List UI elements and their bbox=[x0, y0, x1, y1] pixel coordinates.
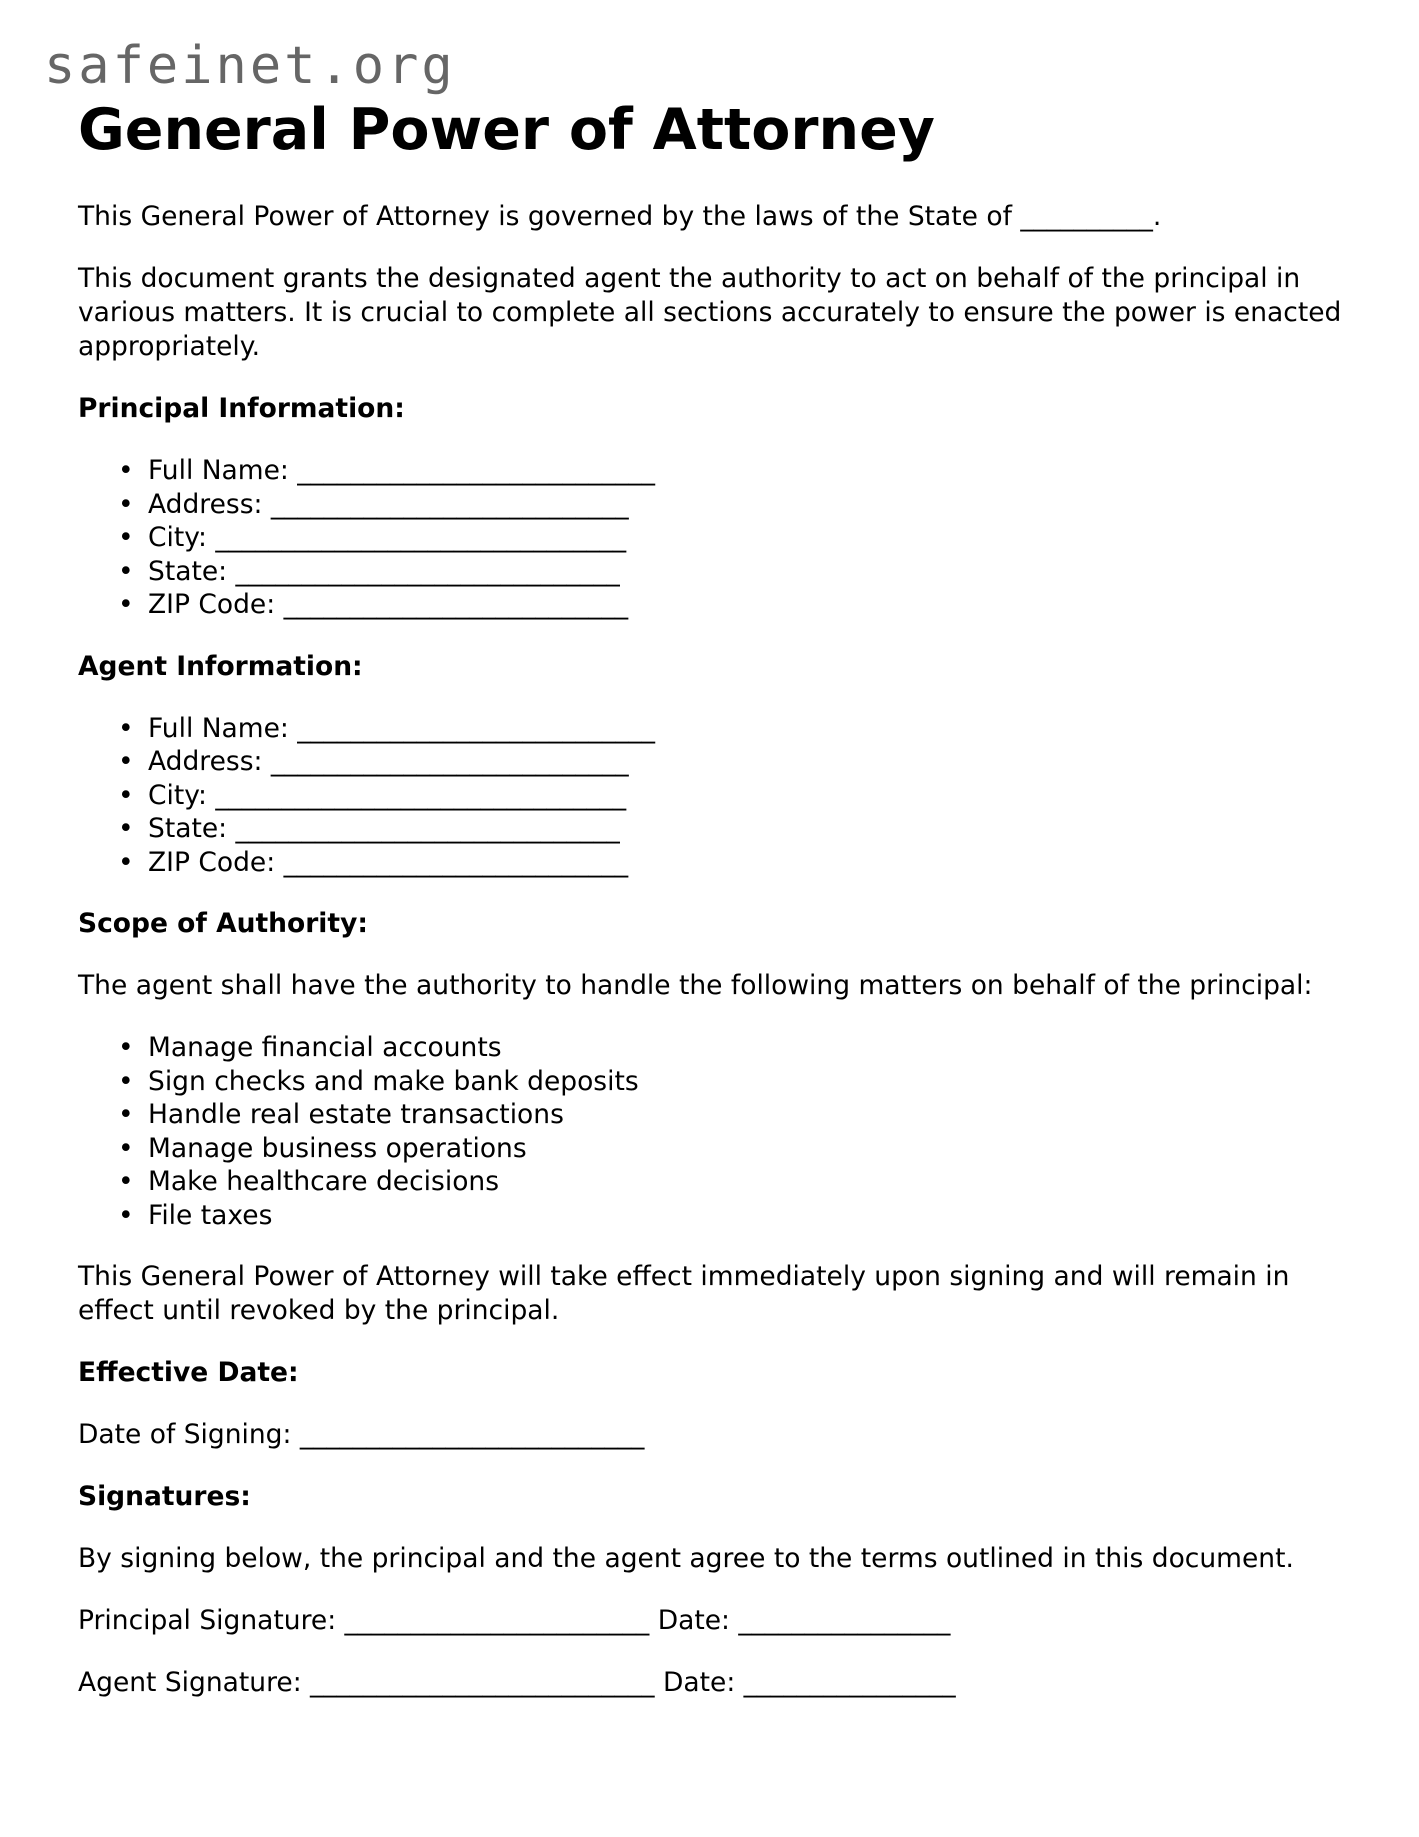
principal-address-field: • Address: ___________________________ bbox=[148, 488, 1348, 522]
scope-item: • Sign checks and make bank deposits bbox=[148, 1065, 1348, 1099]
scope-item: • Handle real estate transactions bbox=[148, 1098, 1348, 1132]
scope-item: • File taxes bbox=[148, 1199, 1348, 1233]
principal-city-field: • City: _______________________________ bbox=[148, 521, 1348, 555]
governing-law-paragraph: This General Power of Attorney is governed by the laws of the State of __________. bbox=[78, 201, 1162, 233]
agent-city-field: • City: _______________________________ bbox=[148, 779, 1348, 813]
effect-paragraph: This General Power of Attorney will take effect immediately upon signing and will remain in effect until revoked by the principal. bbox=[78, 1261, 1290, 1327]
scope-item: • Manage financial accounts bbox=[148, 1031, 1348, 1065]
scope-authority-list bbox=[78, 1031, 1348, 1232]
agent-state-field: • State: _____________________________ bbox=[148, 812, 1348, 846]
agent-information-heading: Agent Information: bbox=[78, 650, 363, 682]
scope-intro-paragraph: The agent shall have the authority to handle the following matters on behalf of the principal: bbox=[78, 970, 1313, 1002]
principal-state-field: • State: _____________________________ bbox=[148, 555, 1348, 589]
scope-item: • Make healthcare decisions bbox=[148, 1165, 1348, 1199]
intro-paragraph: This document grants the designated agent the authority to act on behalf of the principal in various matters. It is crucial to complete all sections accurately to ensure the power is enacted appropriately. bbox=[78, 263, 1342, 363]
signatures-heading: Signatures: bbox=[78, 1481, 251, 1513]
agent-full-name-field: • Full Name: ___________________________ bbox=[148, 712, 1348, 746]
document-page bbox=[78, 96, 1348, 1728]
scope-item: • Manage business operations bbox=[148, 1132, 1348, 1166]
effective-date-heading: Effective Date: bbox=[78, 1357, 299, 1389]
watermark: safeinet.org bbox=[44, 36, 456, 96]
principal-zip-field: • ZIP Code: __________________________ bbox=[148, 588, 1348, 622]
scope-of-authority-heading: Scope of Authority: bbox=[78, 908, 368, 940]
agent-zip-field: • ZIP Code: __________________________ bbox=[148, 846, 1348, 880]
principal-signature-line: Principal Signature: _______________________ Date: ________________ bbox=[78, 1605, 951, 1637]
signatures-intro-paragraph: By signing below, the principal and the agent agree to the terms outlined in this document. bbox=[78, 1543, 1294, 1575]
agent-signature-line: Agent Signature: __________________________ Date: ________________ bbox=[78, 1667, 956, 1699]
document-title: General Power of Attorney bbox=[78, 97, 935, 163]
agent-information-list bbox=[78, 712, 1348, 880]
principal-full-name-field: • Full Name: ___________________________ bbox=[148, 454, 1348, 488]
principal-information-heading: Principal Information: bbox=[78, 393, 405, 425]
principal-information-list bbox=[78, 454, 1348, 622]
date-of-signing-line: Date of Signing: __________________________ bbox=[78, 1419, 645, 1451]
agent-address-field: • Address: ___________________________ bbox=[148, 745, 1348, 779]
